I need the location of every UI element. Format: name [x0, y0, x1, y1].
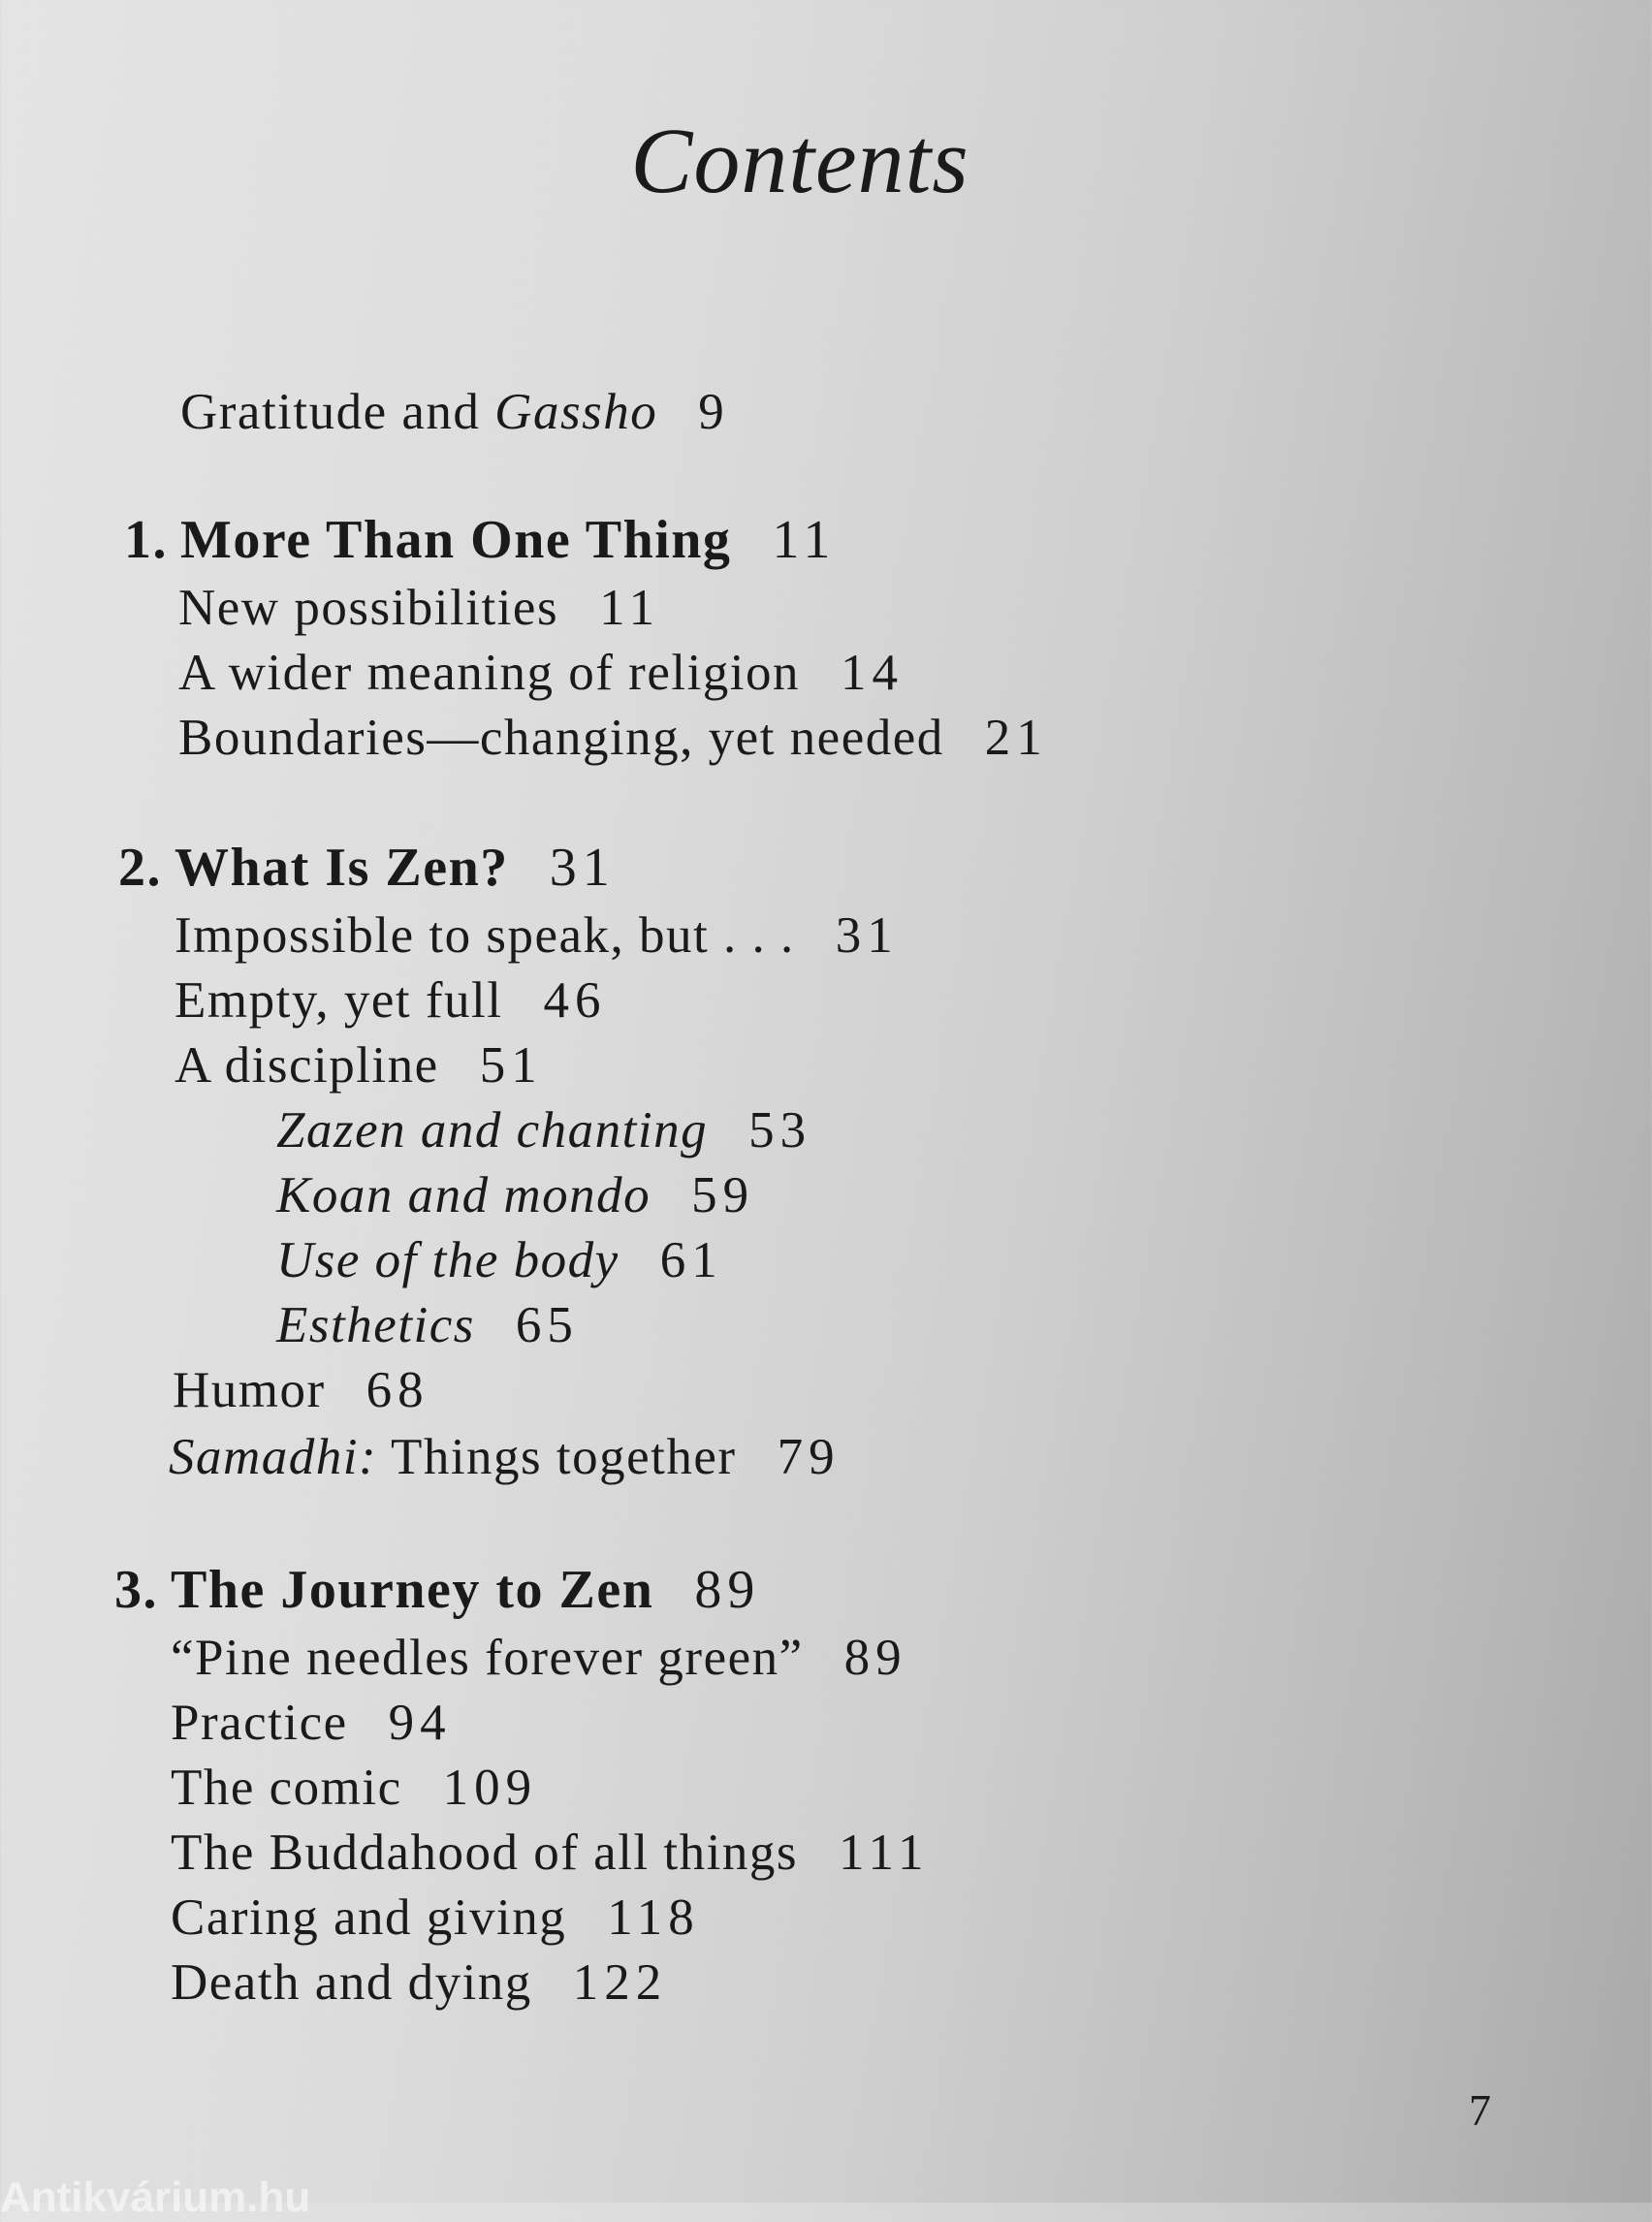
watermark: Antikvárium.hu [0, 2174, 311, 2221]
page-ref: 89 [843, 1630, 907, 1686]
page-ref: 118 [607, 1889, 700, 1946]
page-ref: 122 [572, 1954, 668, 2011]
toc-entry [171, 1759, 537, 1817]
page-ref: 109 [442, 1760, 538, 1816]
entry-text: Use of the body [276, 1232, 620, 1288]
page-ref: 68 [365, 1362, 429, 1418]
chapter-number: 2. [118, 838, 162, 898]
entry-text: Boundaries—changing, yet needed [178, 710, 944, 766]
toc-entry [175, 971, 606, 1030]
page-ref: 14 [841, 645, 905, 701]
entry-text: Humor [173, 1362, 326, 1418]
page-ref: 94 [388, 1695, 452, 1751]
page-ref: 21 [984, 710, 1048, 766]
toc-chapter-2 [118, 837, 616, 899]
toc-entry [175, 1036, 543, 1095]
entry-text: The comic [171, 1760, 402, 1816]
entry-text: Koan and mondo [276, 1167, 651, 1223]
toc-entry-preface [180, 383, 730, 441]
entry-text: The Buddahood of all things [171, 1825, 798, 1881]
page-ref: 59 [691, 1167, 755, 1223]
entry-text: New possibilities [178, 580, 559, 636]
toc-entry [178, 709, 1048, 767]
entry-text: Empty, yet full [175, 972, 503, 1029]
toc-entry [171, 1629, 907, 1687]
page-ref: 31 [549, 838, 616, 898]
entry-text: Death and dying [171, 1954, 532, 2011]
page-ref: 111 [838, 1825, 930, 1881]
toc-entry [169, 1428, 841, 1486]
toc-entry [178, 579, 660, 637]
page-ref: 31 [835, 907, 899, 964]
chapter-number: 3. [114, 1560, 158, 1620]
page-ref: 65 [515, 1297, 579, 1353]
entry-text-italic: Gassho [494, 384, 658, 440]
page-ref: 61 [659, 1232, 723, 1288]
toc-entry [171, 1694, 452, 1752]
entry-text: A wider meaning of religion [178, 645, 801, 701]
page-number: 7 [1469, 2085, 1491, 2135]
page-ref: 79 [777, 1429, 841, 1485]
chapter-number: 1. [124, 510, 168, 570]
entry-text: Gratitude and [180, 384, 495, 440]
entry-text: Impossible to speak, but . . . [175, 907, 795, 964]
chapter-title: The Journey to Zen [171, 1560, 654, 1620]
page-ref: 11 [599, 580, 661, 636]
chapter-title: What Is Zen? [175, 838, 509, 898]
toc-entry [171, 1889, 700, 1947]
page-ref: 11 [772, 510, 837, 570]
page-ref: 89 [694, 1560, 761, 1620]
toc-entry [173, 1361, 429, 1419]
entry-text: Practice [171, 1695, 348, 1751]
entry-text: Zazen and chanting [276, 1102, 709, 1159]
toc-chapter-3 [114, 1559, 760, 1621]
toc-entry [171, 1824, 930, 1882]
toc-entry [178, 644, 904, 702]
entry-text: Esthetics [276, 1297, 475, 1353]
toc-chapter-1 [124, 509, 836, 571]
chapter-title: More Than One Thing [180, 510, 732, 570]
page-ref: 53 [748, 1102, 812, 1159]
toc-subentry [276, 1101, 811, 1159]
toc-subentry [276, 1231, 723, 1289]
contents-heading: Contents [630, 109, 969, 212]
page-ref: 9 [698, 384, 730, 440]
toc-entry [175, 906, 899, 965]
page-ref: 46 [543, 972, 607, 1029]
entry-text: “Pine needles forever green” [171, 1630, 804, 1686]
entry-text: Things together [377, 1429, 737, 1485]
entry-text: Caring and giving [171, 1889, 567, 1946]
entry-text: A discipline [175, 1037, 439, 1094]
toc-subentry [276, 1296, 579, 1354]
entry-text-italic: Samadhi: [169, 1429, 378, 1485]
page-ref: 51 [479, 1037, 543, 1094]
toc-subentry [276, 1166, 754, 1224]
toc-entry [171, 1953, 667, 2012]
